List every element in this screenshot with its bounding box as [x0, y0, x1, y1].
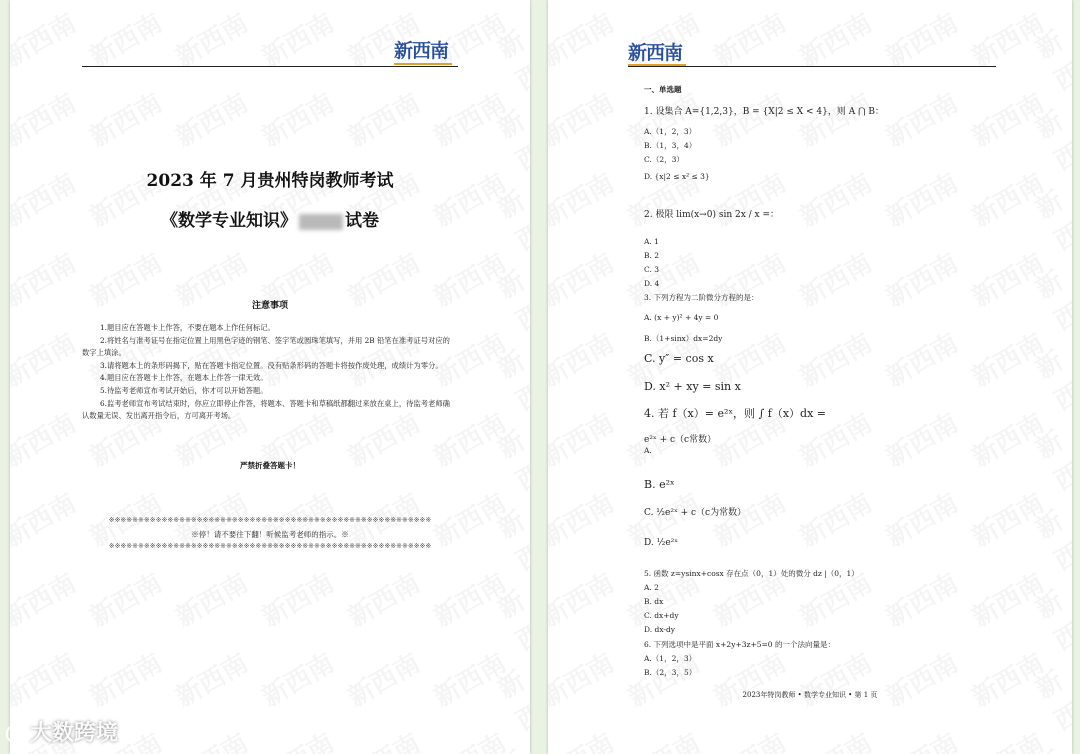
- watermark-logo: [548, 723, 620, 754]
- watermark-logo: [548, 483, 620, 554]
- watermark-logo: [340, 723, 426, 754]
- watermark-logo: [1028, 741, 1072, 754]
- question-1: 1. 设集合 A={1,2,3}，B = {X|2 ≤ X < 4}，则 A ⋂ B：: [644, 107, 884, 117]
- watermark-logo: [426, 83, 512, 154]
- watermark-logo: [254, 563, 340, 634]
- watermark-logo: [706, 723, 792, 754]
- header-rule: [82, 66, 458, 67]
- watermark-logo: [82, 3, 168, 74]
- option-line: A. 2: [644, 583, 659, 592]
- corner-watermark: [4, 716, 118, 747]
- notice-list: [82, 322, 456, 423]
- watermark-logo: [490, 421, 530, 530]
- option-line: D. dx-dy: [644, 625, 675, 634]
- option-line: e²ˣ + c（c常数）: [644, 435, 717, 445]
- exam-subtitle: [10, 206, 530, 231]
- watermark-logo: [254, 83, 340, 154]
- question-2: 2. 极限 lim(x→0) sin 2x / x =：: [644, 210, 780, 220]
- watermark-logo: [168, 563, 254, 634]
- notice-item: 3.请将题本上的条形码揭下，贴在答题卡指定位置。没有贴条形码的答题卡将按作废处理，成绩计为零分。: [100, 360, 443, 370]
- watermark-logo: [168, 3, 254, 74]
- watermark-logo: [878, 723, 964, 754]
- watermark-logo: [792, 163, 878, 234]
- notice-item: 6.监考老师宣布考试结束时，你应立即停止作答，将题本、答题卡和草稿纸都翻过来放在桌上，待监考老师确认数量无误、发出离开指令后，方可离开考场。: [82, 398, 450, 421]
- watermark-logo: [706, 243, 792, 314]
- subtitle-end: 试卷: [345, 211, 379, 231]
- watermark-logo: [964, 323, 1050, 394]
- watermark-logo: [254, 723, 340, 754]
- watermark-logo: [1028, 661, 1072, 754]
- notice-title: 注意事项: [251, 301, 288, 311]
- watermark-logo: [82, 83, 168, 154]
- page-footer: 2023年特岗教师 • 数学专业知识 • 第 1 页: [742, 691, 878, 699]
- watermark-logo: [620, 723, 706, 754]
- option-line: B. e²ˣ: [644, 478, 675, 491]
- watermark-logo: [82, 643, 168, 714]
- warning-text: 严禁折叠答题卡！: [240, 461, 300, 470]
- watermark-logo: [490, 261, 530, 370]
- watermark-logo: [792, 723, 878, 754]
- question-4: 4. 若 f（x）= e²ˣ，则 ∫ f（x）dx =: [644, 407, 827, 420]
- option-line: D. ½e²ˣ: [644, 538, 679, 548]
- watermark-logo: [964, 643, 1050, 714]
- watermark-logo: [548, 403, 620, 474]
- watermark-logo: [964, 723, 1050, 754]
- question-6: 6. 下列选项中是平面 x+2y+3z+5=0 的一个法向量是：: [644, 640, 835, 649]
- question-3: 3. 下列方程为二阶微分方程的是：: [644, 293, 759, 302]
- watermark-logo: [254, 643, 340, 714]
- watermark-logo: [706, 3, 792, 74]
- watermark-logo: [548, 163, 620, 234]
- watermark-logo: [168, 643, 254, 714]
- watermark-logo: [878, 243, 964, 314]
- watermark-logo: [792, 483, 878, 554]
- watermark-logo: [548, 243, 620, 314]
- watermark-logo: [878, 483, 964, 554]
- option-line: B. dx: [644, 597, 664, 606]
- watermark-logo: [10, 323, 82, 394]
- watermark-logo: [792, 83, 878, 154]
- section-title: 一、单选题: [644, 85, 682, 94]
- watermark-logo: [548, 563, 620, 634]
- watermark-logo: [706, 483, 792, 554]
- watermark-logo: [1028, 21, 1072, 130]
- watermark-logo: [878, 563, 964, 634]
- watermark-logo: [964, 563, 1050, 634]
- watermark-logo: [426, 723, 512, 754]
- option-line: C. dx+dy: [644, 611, 679, 620]
- watermark-logo: [878, 83, 964, 154]
- watermark-text: 大数跨境: [30, 721, 119, 746]
- option-line: A. (x + y)² + 4y = 0: [644, 313, 719, 322]
- option-line: D. x² + xy = sin x: [644, 380, 741, 393]
- exam-title: 2023 年 7 月贵州特岗教师考试: [146, 171, 394, 191]
- notice-item: 1.题目应在答题卡上作答，不要在题本上作任何标记。: [100, 323, 275, 332]
- exam-questions-page: [548, 0, 1072, 754]
- watermark-logo: [620, 243, 706, 314]
- watermark-logo: [340, 563, 426, 634]
- watermark-logo: [1028, 181, 1072, 290]
- star-border-top: ※※※※※※※※※※※※※※※※※※※※※※※※※※※※※※※※※※※※※※※※※※※※※※※※※※※※※※※: [108, 516, 432, 524]
- brand-logo: 新西南: [628, 42, 683, 64]
- watermark-logo: [878, 3, 964, 74]
- watermark-logo: [964, 403, 1050, 474]
- redacted-text: [299, 214, 343, 230]
- brand-logo: 新西南: [394, 40, 449, 62]
- option-line: C. y″ = cos x: [644, 352, 714, 365]
- option-line: A.: [644, 446, 652, 455]
- watermark-logo: [10, 83, 82, 154]
- option-line: C.（2，3）: [644, 155, 684, 164]
- watermark-logo: [792, 643, 878, 714]
- option-line: B. 2: [644, 251, 660, 260]
- watermark-logo: [706, 643, 792, 714]
- notice-item: 4.题目应在答题卡上作答，在题本上作答一律无效。: [100, 373, 268, 383]
- watermark-logo: [10, 3, 82, 74]
- watermark-logo: [490, 101, 530, 210]
- watermark-logo: [878, 403, 964, 474]
- watermark-logo: [490, 21, 530, 130]
- watermark-logo: [548, 643, 620, 714]
- watermark-logo: [1028, 341, 1072, 450]
- star-border-bottom: ※※※※※※※※※※※※※※※※※※※※※※※※※※※※※※※※※※※※※※※※※※※※※※※※※※※※※※※: [108, 542, 432, 550]
- watermark-logo: [10, 643, 82, 714]
- option-line: B.（2，3，5）: [644, 668, 697, 677]
- watermark-logo: [490, 741, 530, 754]
- watermark-logo: [340, 643, 426, 714]
- option-line: B.（1，3，4）: [644, 141, 697, 150]
- watermark-logo: [792, 323, 878, 394]
- watermark-logo: [964, 483, 1050, 554]
- option-line: C. 3: [644, 265, 660, 274]
- watermark-logo: [706, 163, 792, 234]
- watermark-logo: [548, 323, 620, 394]
- watermark-logo: [490, 661, 530, 754]
- watermark-logo: [1028, 421, 1072, 530]
- watermark-logo: [1028, 101, 1072, 210]
- option-line: A.（1，2，3）: [644, 654, 697, 663]
- watermark-logo: [490, 181, 530, 290]
- watermark-logo: [1028, 501, 1072, 610]
- watermark-logo: [1028, 261, 1072, 370]
- watermark-logo: [82, 563, 168, 634]
- option-line: B.（1+sinx）dx=2dy: [644, 334, 723, 343]
- watermark-logo: [490, 581, 530, 690]
- exam-cover-page: [10, 0, 530, 754]
- watermark-logo: [792, 3, 878, 74]
- watermark-logo-icon: [4, 723, 26, 745]
- watermark-logo: [878, 643, 964, 714]
- logo-underline: [394, 63, 452, 65]
- watermark-logo: [254, 3, 340, 74]
- header-rule: [628, 66, 996, 67]
- watermark-logo: [426, 563, 512, 634]
- watermark-logo: [426, 643, 512, 714]
- option-line: A.（1，2，3）: [644, 127, 697, 136]
- watermark-logo: [878, 163, 964, 234]
- watermark-logo: [548, 83, 620, 154]
- option-line: D. 4: [644, 279, 660, 288]
- subtitle-start: 《数学专业知识》: [161, 211, 297, 231]
- option-line: C. ½e²ˣ + c（c为常数）: [644, 508, 747, 518]
- watermark-logo: [964, 243, 1050, 314]
- question-5: 5. 函数 z=ysinx+cosx 存在点（0，1）处的微分 dz |（0，1）: [644, 569, 859, 578]
- option-line: A. 1: [644, 237, 659, 246]
- option-line: D. {x|2 ≤ x² ≤ 3}: [644, 172, 710, 181]
- watermark-logo: [10, 563, 82, 634]
- stop-instruction: ※停！请不要往下翻！听候监考老师的指示。※: [191, 530, 349, 539]
- watermark-logo: [1028, 581, 1072, 690]
- watermark-logo: [340, 83, 426, 154]
- notice-item: 5.待监考老师宣布考试开始后，你才可以开始答题。: [100, 385, 268, 395]
- watermark-logo: [706, 83, 792, 154]
- watermark-logo: [168, 83, 254, 154]
- watermark-logo: [792, 243, 878, 314]
- watermark-logo: [168, 723, 254, 754]
- notice-item: 2.将姓名与准考证号在指定位置上用黑色字迹的钢笔、签字笔或圆珠笔填写，并用 2B 铅笔在准考证号对应的数字上填涂。: [82, 335, 450, 358]
- watermark-logo: [548, 3, 620, 74]
- watermark-logo: [964, 3, 1050, 74]
- watermark-logo: [490, 341, 530, 450]
- watermark-logo: [964, 83, 1050, 154]
- watermark-logo: [878, 323, 964, 394]
- watermark-logo: [964, 163, 1050, 234]
